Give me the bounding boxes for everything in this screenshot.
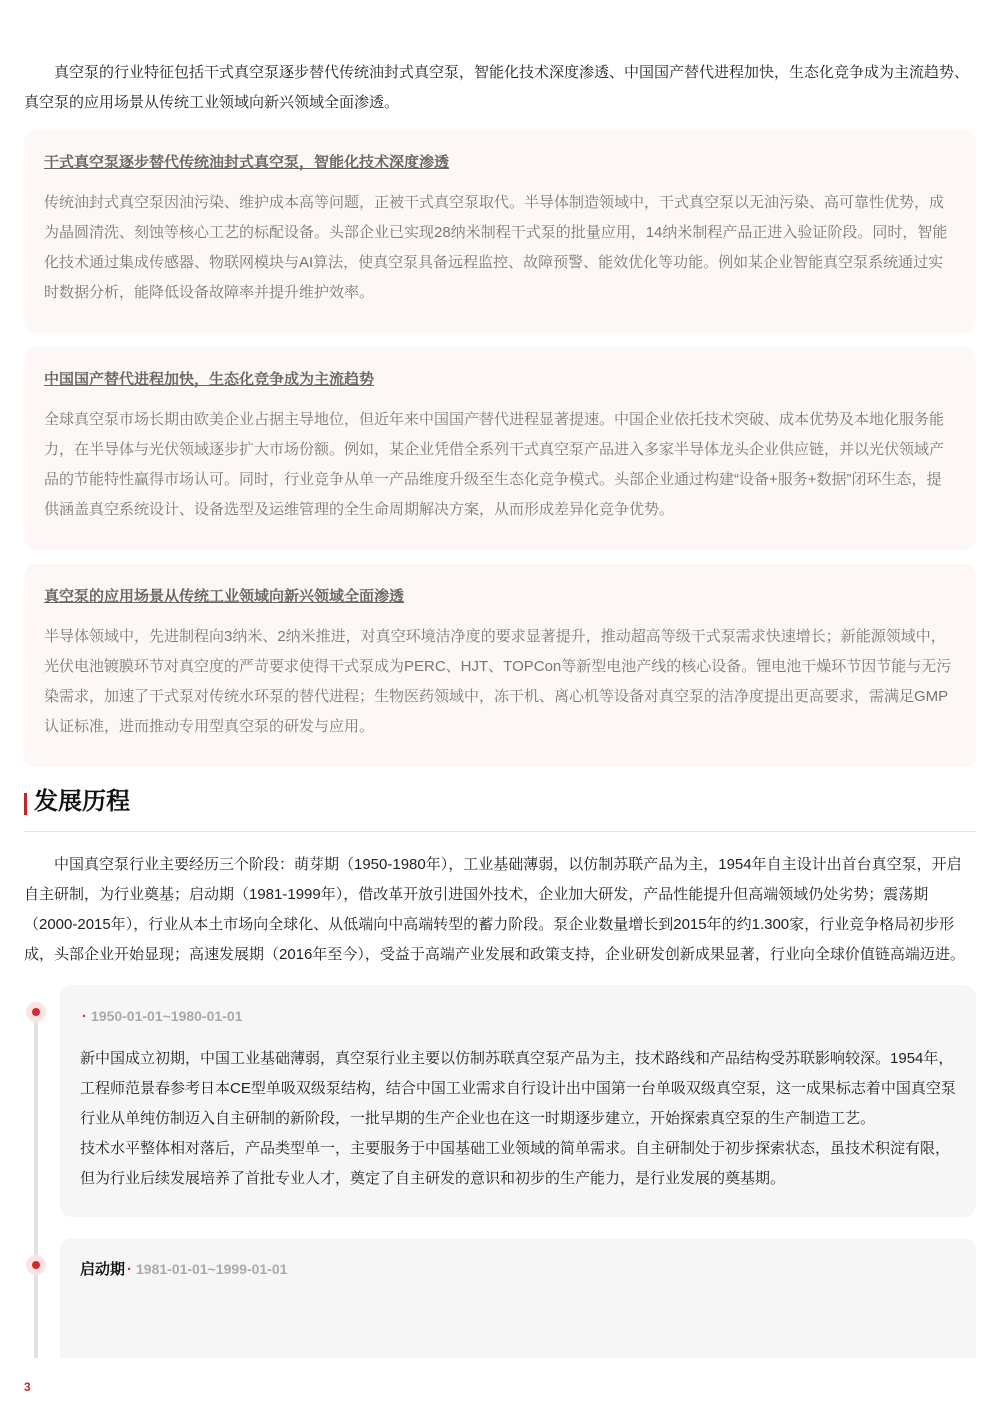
section-header: [24, 786, 976, 832]
feature-title: 干式真空泵逐步替代传统油封式真空泵，智能化技术深度渗透: [44, 154, 450, 171]
timeline-header: [80, 1001, 956, 1032]
timeline-dot-icon: [26, 1255, 46, 1275]
feature-body: 传统油封式真空泵因油污染、维护成本高等问题，正被干式真空泵取代。半导体制造领域中，干式真空泵以无油污染、高可靠性优势，成为晶圆清洗、刻蚀等核心工艺的标配设备。头部企业已实现28纳米制程干式泵的批量应用，14纳米制程产品正进入验证阶段。同时，智能化技术通过集成传感器、物联网模块与AI算法，使真空泵具备远程监控、故障预警、能效优化等功能。例如某企业智能真空泵系统通过实时数据分析，能降低设备故障率并提升维护效率。: [44, 194, 948, 301]
stage-description: 新中国成立初期，中国工业基础薄弱，真空泵行业主要以仿制苏联真空泵产品为主，技术路线和产品结构受苏联影响较深。1954年，工程师范景春参考日本CE型单吸双级泵结构，结合中国工业需求自行设计出中国第一台单吸双级真空泵，这一成果标志着中国真空泵行业从单纯仿制迈入自主研制的新阶段，一批早期的生产企业也在这一时期逐步建立，开始探索真空泵的生产制造工艺。: [80, 1050, 956, 1127]
stage-name: 启动期: [80, 1261, 126, 1278]
feature-title: 中国国产替代进程加快，生态化竞争成为主流趋势: [44, 371, 375, 388]
timeline-card-startup-stage: [60, 1238, 976, 1358]
feature-title: 真空泵的应用场景从传统工业领域向新兴领域全面渗透: [44, 588, 405, 605]
history-intro-paragraph: 中国真空泵行业主要经历三个阶段：萌芽期（1950-1980年），工业基础薄弱，以仿制苏联产品为主，1954年自主设计出首台真空泵，开启自主研制，为行业奠基；启动期（1981-1999年），借改革开放引进国外技术，企业加大研发，产品性能提升但高端领域仍处劣势；震荡期（2000-2015年），行业从本土市场向全球化、从低端向中高端转型的蓄力阶段。泵企业数量增长到2015年的约1.300家，行业竞争格局初步形成，头部企业开始显现；高速发展期（2016年至今），受益于高端产业发展和政策支持，企业研发创新成果显著，行业向全球价值链高端迈进。: [24, 856, 965, 963]
intro-paragraph: 真空泵的行业特征包括干式真空泵逐步替代传统油封式真空泵，智能化技术深度渗透、中国国产替代进程加快，生态化竞争成为主流趋势、真空泵的应用场景从传统工业领域向新兴领域全面渗透。: [24, 64, 970, 111]
section-title: 发展历程: [34, 788, 130, 815]
stage-separator: ·: [127, 1261, 133, 1278]
stage-date-range: 1950-01-01~1980-01-01: [91, 1008, 243, 1024]
timeline-line: [34, 1010, 38, 1358]
feature-card-application-scenarios: [24, 564, 976, 767]
timeline-header: [80, 1254, 956, 1285]
timeline-dot-icon: [26, 1002, 46, 1022]
timeline-card-sprout-stage: [60, 985, 976, 1217]
stage-date-range: 1981-01-01~1999-01-01: [136, 1261, 288, 1277]
section-accent-bar: [24, 793, 27, 815]
feature-card-domestic-substitution: [24, 347, 976, 550]
stage-separator: ·: [82, 1008, 87, 1025]
feature-body: 半导体领域中，先进制程向3纳米、2纳米推进，对真空环境洁净度的要求显著提升，推动超高等级干式泵需求快速增长；新能源领域中，光伏电池镀膜环节对真空度的严苛要求使得干式泵成为PERC、HJT、TOPCon等新型电池产线的核心设备。锂电池干燥环节因节能与无污染需求，加速了干式泵对传统水环泵的替代进程；生物医药领域中，冻干机、离心机等设备对真空泵的洁净度提出更高要求，需满足GMP认证标准，进而推动专用型真空泵的研发与应用。: [44, 628, 952, 735]
page-number: 3: [24, 1380, 31, 1394]
feature-body: 全球真空泵市场长期由欧美企业占据主导地位，但近年来中国国产替代进程显著提速。中国企业依托技术突破、成本优势及本地化服务能力，在半导体与光伏领域逐步扩大市场份额。例如，某企业凭借全系列干式真空泵产品进入多家半导体龙头企业供应链，并以光伏领域产品的节能特性赢得市场认可。同时，行业竞争从单一产品维度升级至生态化竞争模式。头部企业通过构建“设备+服务+数据”闭环生态，提供涵盖真空系统设计、设备选型及运维管理的全生命周期解决方案，从而形成差异化竞争优势。: [44, 411, 945, 518]
stage-description: 技术水平整体相对落后，产品类型单一，主要服务于中国基础工业领域的简单需求。自主研制处于初步探索状态，虽技术积淀有限，但为行业后续发展培养了首批专业人才，奠定了自主研发的意识和初步的生产能力，是行业发展的奠基期。: [80, 1140, 951, 1187]
feature-card-dry-pump: [24, 130, 976, 333]
